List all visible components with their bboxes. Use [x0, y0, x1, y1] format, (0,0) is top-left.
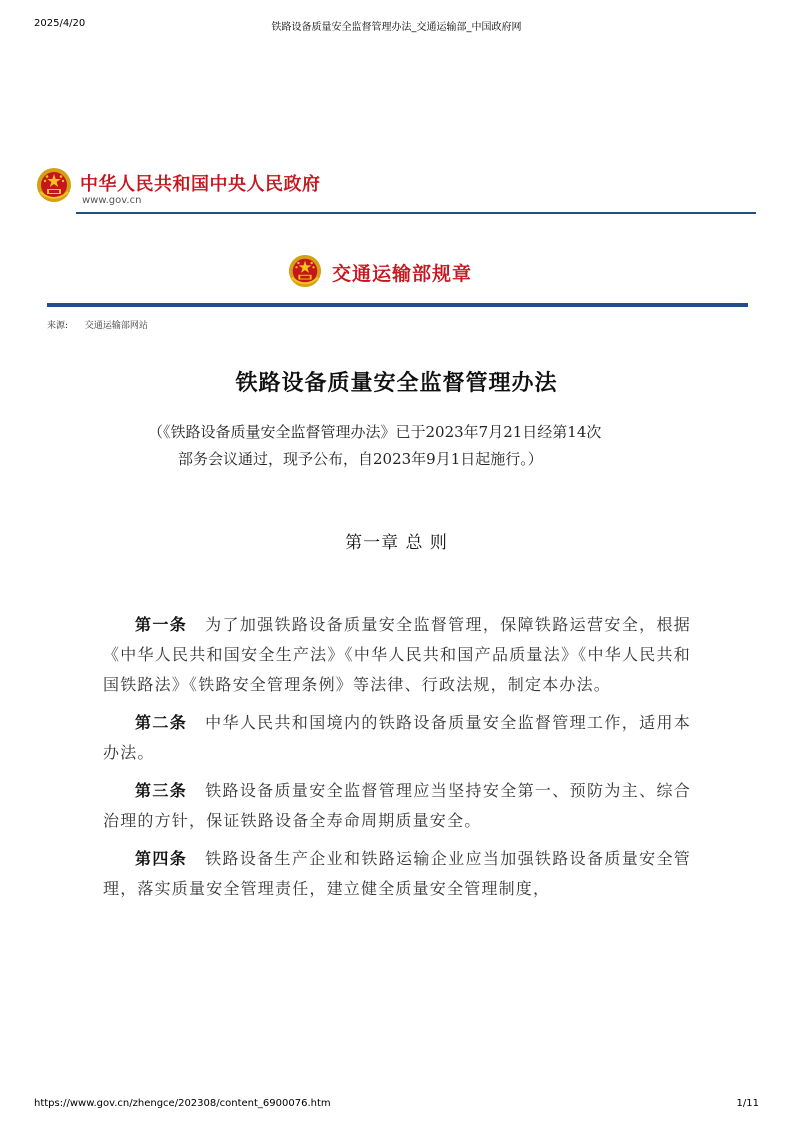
preface-line: （《铁路设备质量安全监督管理办法》已于2023年7月21日经第14次	[148, 423, 602, 441]
gov-site-url[interactable]: www.gov.cn	[82, 195, 142, 206]
national-emblem-icon	[288, 253, 322, 289]
document-title: 铁路设备质量安全监督管理办法	[235, 370, 558, 396]
article-number: 第三条	[135, 781, 188, 800]
source-value: 交通运输部网站	[84, 321, 148, 331]
print-date: 2025/4/20	[34, 18, 86, 29]
ministry-divider	[47, 303, 748, 307]
print-header	[34, 18, 759, 32]
print-doc-title: 铁路设备质量安全监督管理办法_交通运输部_中国政府网	[271, 22, 522, 33]
source-line	[47, 318, 148, 331]
source-label: 来源:	[47, 321, 69, 331]
article	[103, 776, 691, 836]
article	[103, 844, 691, 904]
page-number: 1/11	[736, 1098, 759, 1109]
article-number: 第一条	[135, 615, 188, 634]
article-text: 为了加强铁路设备质量安全监督管理，保障铁路运营安全，根据《中华人民共和国安全生产法》《中华人民共和国产品质量法》《中华人民共和国铁路法》《铁路安全管理条例》等法律、行政法规，制定本办法。	[103, 615, 691, 694]
article-number: 第四条	[135, 849, 188, 868]
article-number: 第二条	[135, 713, 188, 732]
preface-line: 部务会议通过，现予公布，自2023年9月1日起施行。）	[178, 450, 543, 468]
article-text: 铁路设备生产企业和铁路运输企业应当加强铁路设备质量安全管理，落实质量安全管理责任，建立健全质量安全管理制度，	[103, 849, 691, 898]
ministry-banner	[288, 253, 528, 289]
national-emblem-icon[interactable]	[36, 166, 72, 204]
article	[103, 610, 691, 700]
article	[103, 708, 691, 768]
ministry-regulation-heading: 交通运输部规章	[332, 263, 473, 285]
article-text: 中华人民共和国境内的铁路设备质量安全监督管理工作，适用本办法。	[103, 713, 691, 762]
print-footer	[34, 1098, 759, 1112]
gov-site-name[interactable]: 中华人民共和国中央人民政府	[80, 174, 321, 195]
chapter-heading: 第一章 总 则	[345, 533, 448, 553]
print-url: https://www.gov.cn/zhengce/202308/content_6900076.htm	[34, 1098, 331, 1109]
gov-site-header	[36, 166, 756, 214]
document-body	[103, 610, 691, 912]
document-preface	[148, 419, 668, 473]
article-text: 铁路设备质量安全监督管理应当坚持安全第一、预防为主、综合治理的方针，保证铁路设备全寿命周期质量安全。	[103, 781, 691, 830]
header-divider	[76, 212, 756, 214]
